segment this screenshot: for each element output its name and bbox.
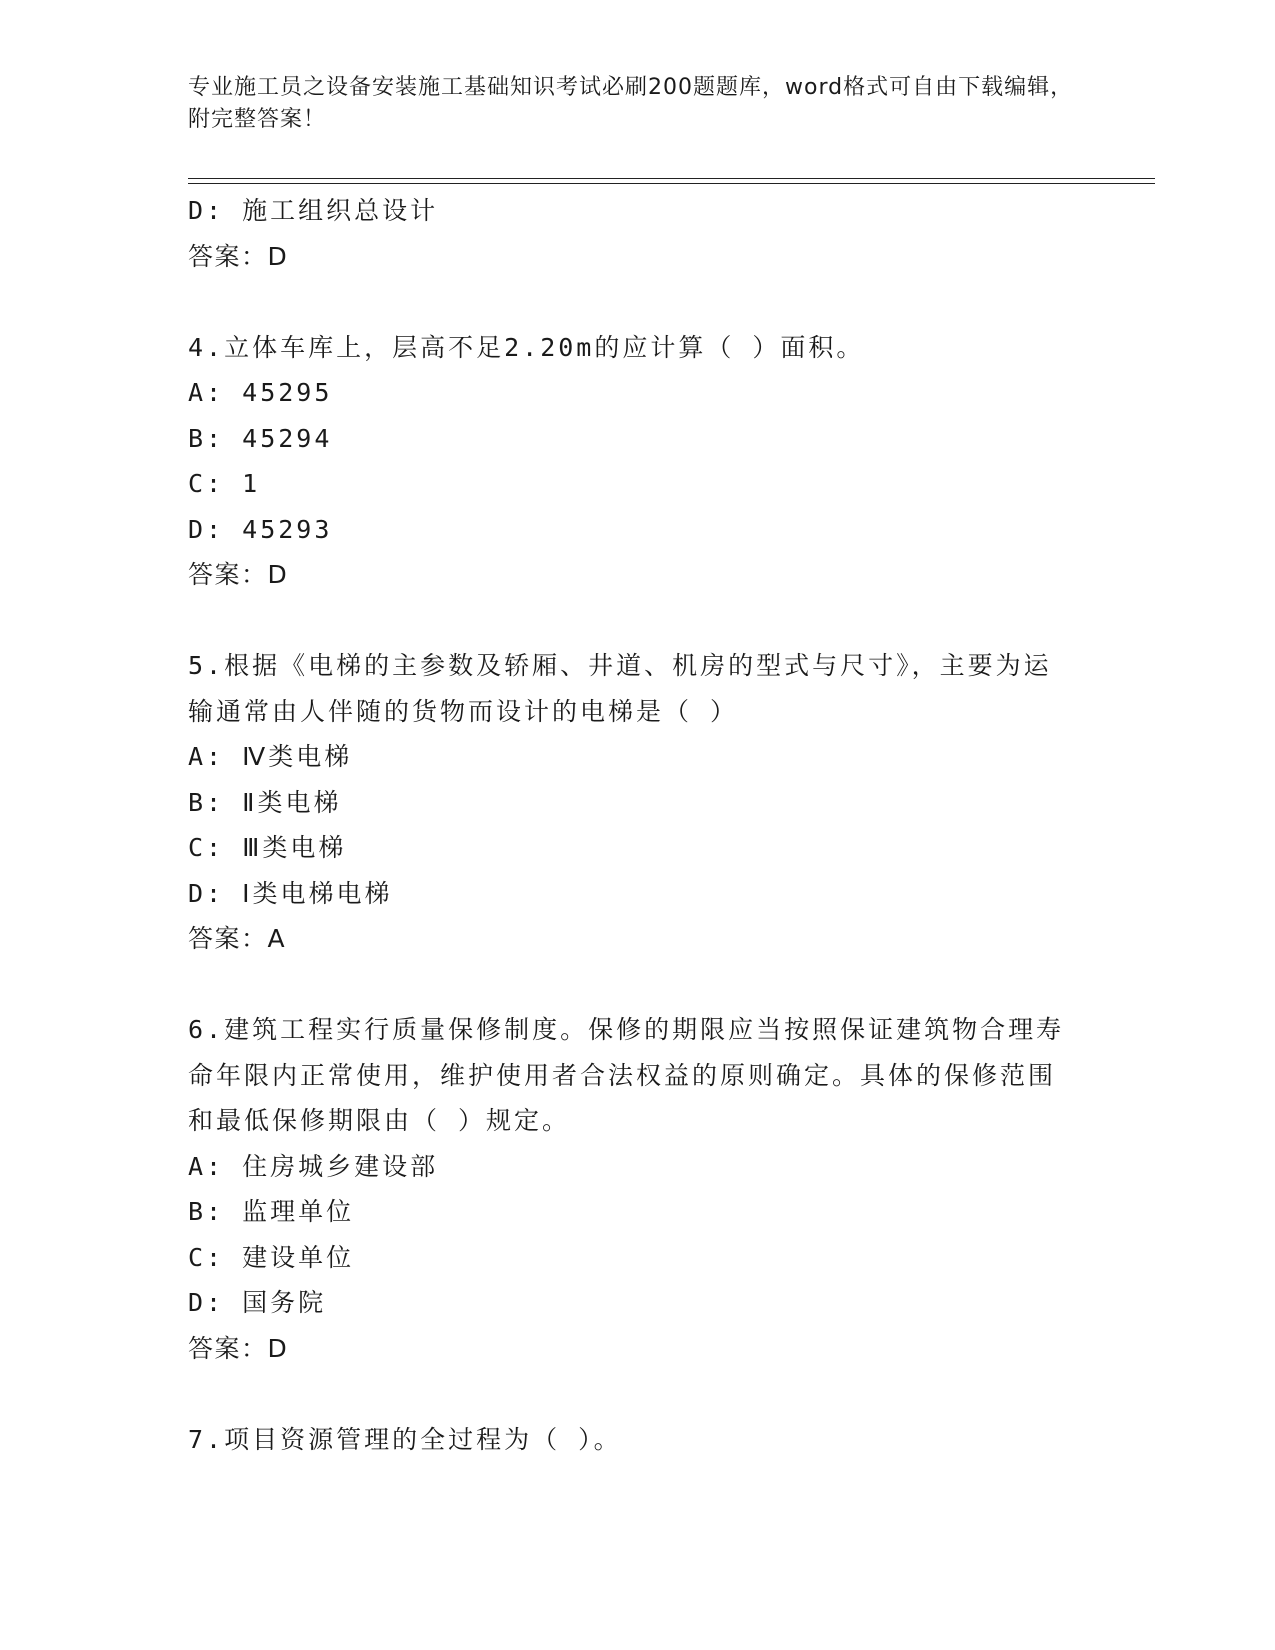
header-divider-bottom [188,183,1155,184]
document-header: 专业施工员之设备安装施工基础知识考试必刷200题题库，word格式可自由下载编辑，附完整答案！ [188,75,1074,132]
q6-option-a: A: 住房城乡建设部 [188,1151,439,1181]
q6-option-b: B: 监理单位 [188,1197,355,1226]
q5-answer: 答案：A [188,924,287,953]
q4-option-d: D: 45293 [188,514,333,544]
q6-option-c: C: 建设单位 [188,1242,355,1272]
q4-option-a: A: 45295 [188,378,333,407]
q7-stem: 7.项目资源管理的全过程为（ ）。 [188,1424,622,1454]
q5-option-b: B: Ⅱ类电梯 [188,787,342,817]
q4-option-b: B: 45294 [188,423,333,453]
q3-option-d: D: 施工组织总设计 [188,196,439,225]
q5-stem: 5.根据《电梯的主参数及轿厢、井道、机房的型式与尺寸》，主要为运输通常由人伴随的货物而设计的电梯是（ ） [188,651,1052,726]
q5-option-c: C: Ⅲ类电梯 [188,833,347,862]
q4-stem: 4.立体车库上，层高不足2.20m的应计算（ ）面积。 [188,332,865,362]
q6-answer: 答案：D [188,1333,289,1363]
q6-option-d: D: 国务院 [188,1288,327,1317]
q6-stem: 6.建筑工程实行质量保修制度。保修的期限应当按照保证建筑物合理寿命年限内正常使用，维护使用者合法权益的原则确定。具体的保修范围和最低保修期限由（ ）规定。 [188,1015,1065,1135]
q4-answer: 答案：D [188,560,289,589]
question-list [188,188,1088,1462]
header-divider-top [188,178,1155,179]
q4-option-c: C: 1 [188,469,261,498]
q5-option-a: A: Ⅳ类电梯 [188,742,353,771]
q3-answer: 答案：D [188,241,289,271]
q5-option-d: D: Ⅰ类电梯电梯 [188,878,393,908]
